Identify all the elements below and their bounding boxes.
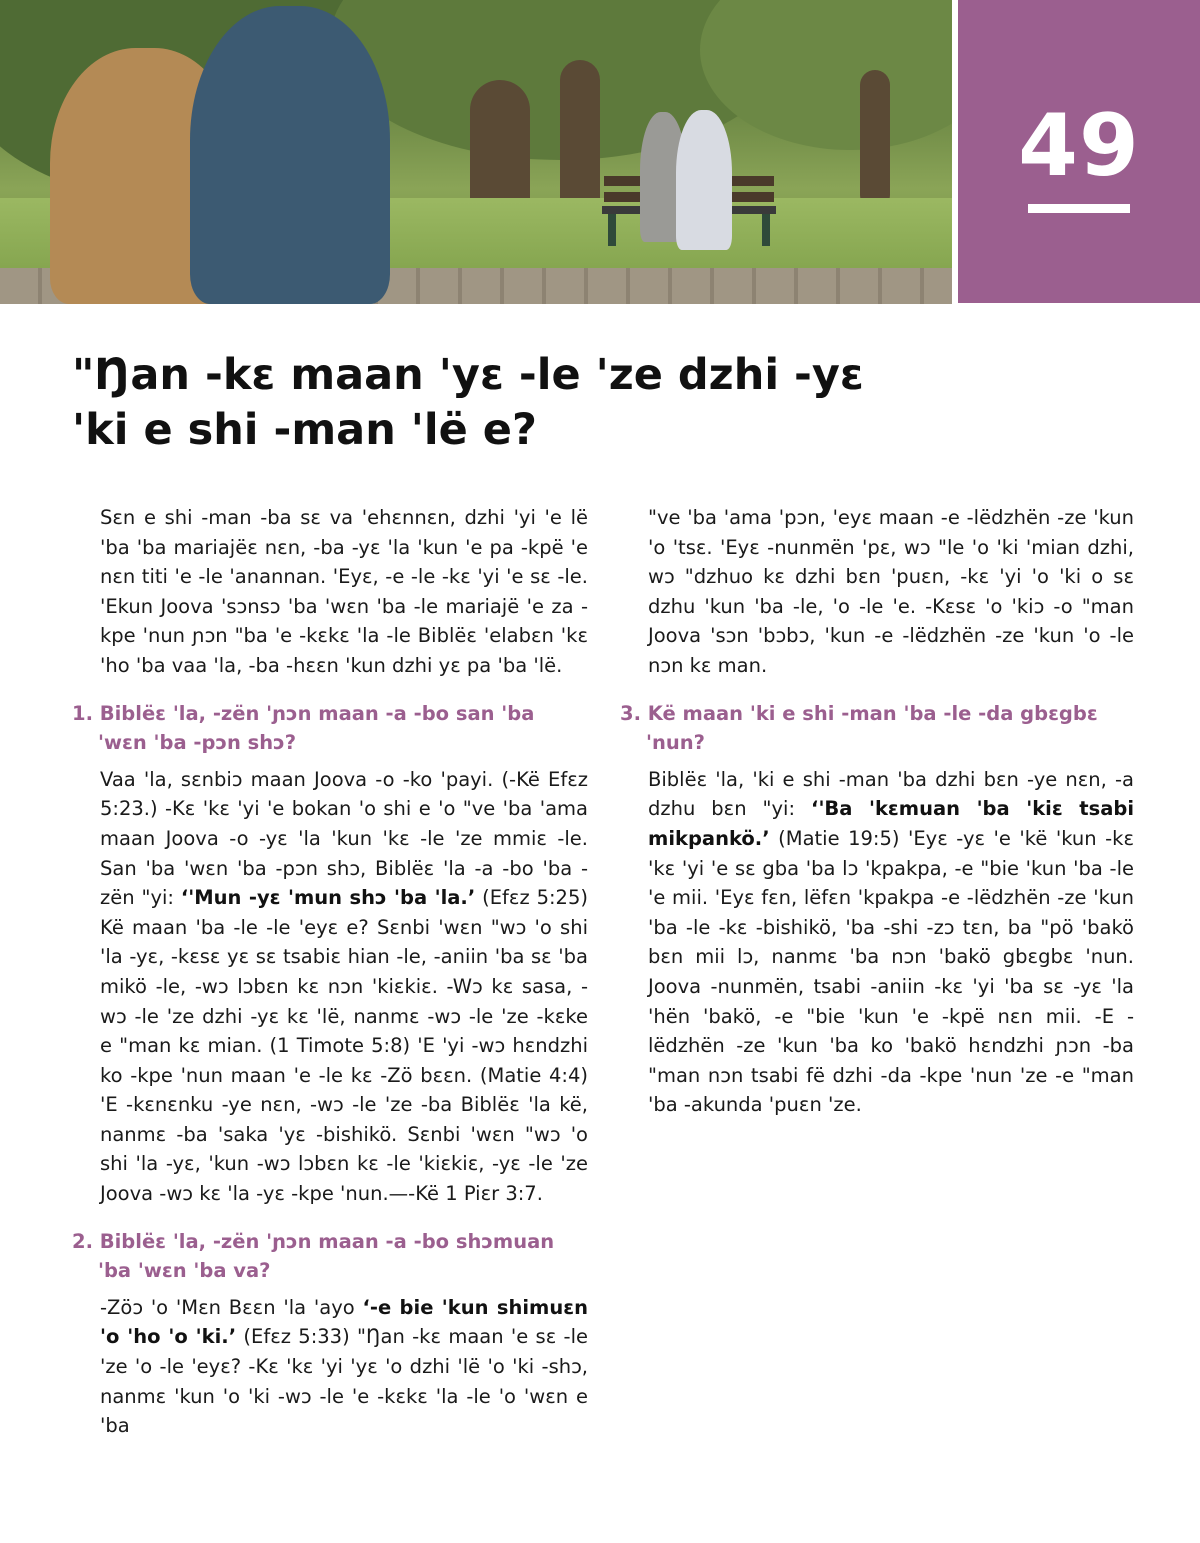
answer-3-quote: ‘'Ba 'kɛmuan 'ba 'kiɛ tsabi mikpankö.’ (648, 797, 1135, 850)
page-title (72, 348, 972, 458)
title-line-1: "Ŋan -kɛ maan 'yɛ -le 'ze dzhi -yɛ (72, 350, 864, 400)
lesson-number: 49 (1018, 96, 1140, 196)
young-man (190, 6, 390, 304)
answer-2-quote: ‘-e bie 'kun shimuɛn 'o 'ho 'o 'ki.’ (100, 1295, 588, 1349)
question-3: 3. Kë maan 'ki e shi -man 'ba -le -da gbɛgbɛ 'nun? (620, 701, 1098, 755)
answer-3 (648, 765, 1134, 1120)
answer-2-continued: "ve 'ba 'ama 'pɔn, 'eyɛ maan -e -lëdzhën -ze 'kun 'o 'tsɛ. 'Eyɛ -nunmën 'pɛ, wɔ "le 'o 'ki 'mian dzhi, wɔ "dzhuo kɛ dzhi bɛn 'puɛn, -kɛ 'yi 'o 'ki o sɛ dzhu 'kun 'ba -le, 'o -le 'e. -Kɛsɛ 'o 'kiɔ -o "man Joova 'sɔn 'bɔbɔ, 'kun -e -lëdzhën -ze 'kun 'o -le nɔn kɛ man. (648, 506, 1134, 677)
title-line-2: 'ki e shi -man 'lë e? (72, 405, 537, 455)
lesson-number-badge (958, 0, 1200, 303)
answer-2-text-a: -Zöɔ 'o 'Mɛn Bɛɛn 'la 'ayo (100, 1295, 363, 1319)
answer-3-text-a: Biblëɛ 'la, 'ki e shi -man 'ba dzhi bɛn -ye nɛn, -a dzhu bɛn "yi: (648, 767, 1134, 821)
answer-1 (100, 765, 588, 1209)
right-column (620, 503, 1134, 1138)
left-column (72, 503, 588, 1459)
elderly-woman (676, 110, 732, 250)
answer-1-quote: ‘'Mun -yɛ 'mun shɔ 'ba 'la.’ (180, 886, 476, 910)
answer-3-text-b: (Matie 19:5) 'Eyɛ -yɛ 'e 'kë 'kun -kɛ 'kɛ 'yi 'e sɛ gba 'ba lɔ 'kpakpa, -e "bie 'kun 'ba -le 'e mii. 'Eyɛ fɛn, lëfɛn 'kpakpa -e -lëdzhën -ze 'kun 'ba -le -kɛ -bishikö, 'ba -shi -zɔ tɛn, ba "pö 'bakö bɛn mii lɔ, nanmɛ 'ba nɔn 'bakö gbɛgbɛ 'nun. Joova -nunmën, tsabi -aniin -kɛ 'yi 'ba sɛ -yɛ 'la 'hën 'bakö, -e "bie 'kun 'e -kpë nɛn mii. -E -lëdzhën -ze 'kun 'ba ko 'bakö hɛndzhi ɲɔn -ba "man nɔn tsabi fë dzhi -da -kpe 'nun 'ze -e "man 'ba -akunda 'puɛn 'ze. (648, 826, 1134, 1117)
answer-2 (100, 1293, 588, 1441)
intro-paragraph: Sɛn e shi -man -ba sɛ va 'ehɛnnɛn, dzhi 'yi 'e lë 'ba 'ba mariajëɛ nɛn, -ba -yɛ 'la 'kun 'e pa -kpë 'e nɛn titi 'e -le 'anannan. 'Eyɛ, -e -le -kɛ 'yi 'e sɛ -le. 'Ekun Joova 'sɔnsɔ 'ba 'wɛn 'ba -le mariajë 'e za -kpe 'nun ɲɔn "ba 'e -kɛkɛ 'la -le Biblëɛ 'elabɛn 'kɛ 'ho 'ba vaa 'la, -ba -hɛɛn 'kun dzhi yɛ pa 'ba 'lë. (100, 506, 588, 677)
badge-underline (1028, 204, 1130, 213)
hero-image (0, 0, 952, 304)
answer-2-text-b: (Efɛz 5:33) "Ŋan -kɛ maan 'e sɛ -le 'ze 'o -le 'eyɛ? -Kɛ 'kɛ 'yi 'yɛ 'o dzhi 'lë 'o 'ki -shɔ, nanmɛ 'kun 'o 'ki -wɔ -le 'e -kɛkɛ 'la -le 'o 'wɛn e 'ba (100, 1325, 588, 1438)
question-2: 2. Biblëɛ 'la, -zën 'ɲɔn maan -a -bo shɔmuan 'ba 'wɛn 'ba va? (72, 1229, 555, 1283)
answer-1-text-a: Vaa 'la, sɛnbiɔ maan Joova -o -ko 'payi. (-Kë Efɛz 5:23.) -Kɛ 'kɛ 'yi 'e bokan 'o shi e 'o "ve 'ba 'ama maan Joova -o -yɛ 'la 'kun 'kɛ -le 'ze mmiɛ -le. San 'ba 'wɛn 'ba -pɔn shɔ, Biblëɛ 'la -a -bo 'ba -zën "yi: (100, 767, 588, 910)
question-1: 1. Biblëɛ 'la, -zën 'ɲɔn maan -a -bo san 'ba 'wɛn 'ba -pɔn shɔ? (72, 701, 535, 755)
answer-1-text-b: (Efɛz 5:25) Kë maan 'ba -le -le 'eyɛ e? Sɛnbi 'wɛn "wɔ 'o shi 'la -yɛ, -kɛsɛ yɛ sɛ tsabiɛ hian -le, -aniin 'ba sɛ 'ba mikö -le, -wɔ lɔbɛn kɛ nɔn 'kiɛkiɛ. -Wɔ kɛ sasa, -wɔ -le 'ze dzhi -yɛ kɛ 'lë, nanmɛ -wɔ -le 'ze -kɛke e "man kɛ mian. (1 Timote 5:8) 'E 'yi -wɔ hɛndzhi ko -kpe 'nun maan 'e -le kɛ -Zö bɛɛn. (Matie 4:4) 'E -kɛnɛnku -ye nɛn, -wɔ -le 'ze -ba Biblëɛ 'la kë, nanmɛ -ba 'saka 'yɛ -bishikö. Sɛnbi 'wɛn "wɔ 'o shi 'la -yɛ, 'kun -wɔ lɔbɛn kɛ -le 'kiɛkiɛ, -yɛ -le 'ze Joova -wɔ kɛ 'la -yɛ -kpe 'nun.—-Kë 1 Piɛr 3:7. (100, 886, 588, 1206)
